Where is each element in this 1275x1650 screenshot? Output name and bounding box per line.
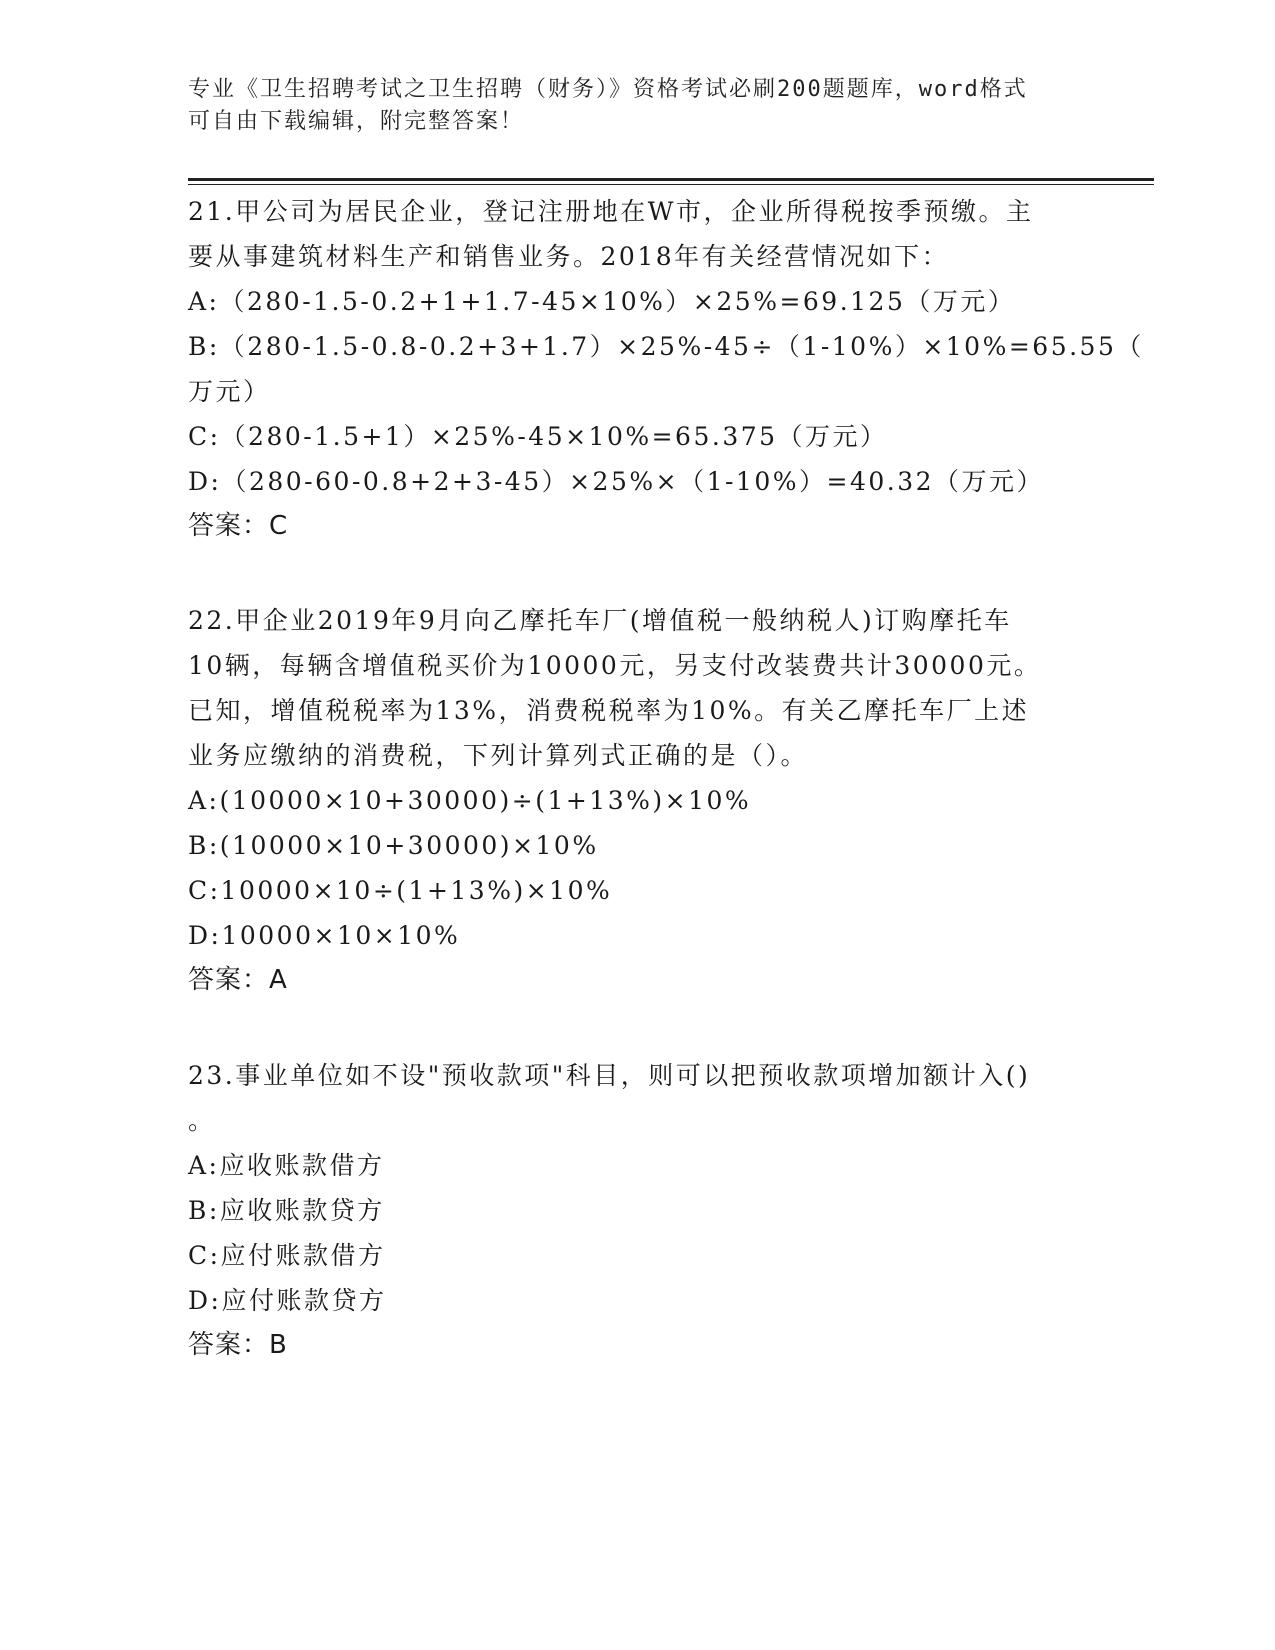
header-divider-thick bbox=[188, 178, 1154, 181]
answer-label: 答案：B bbox=[188, 1330, 288, 1360]
option-a: A:(10000×10+30000)÷(1+13%)×10% bbox=[188, 786, 752, 815]
option-d: D:（280-60-0.8+2+3-45）×25%×（1-10%）=40.32（万元） bbox=[188, 467, 1045, 496]
option-d: D:10000×10×10% bbox=[188, 921, 461, 950]
option-b-continued: 万元） bbox=[188, 377, 271, 406]
option-b: B:（280-1.5-0.8-0.2+3+1.7）×25%-45÷（1-10%）×10%=65.55（ bbox=[188, 332, 1144, 361]
document-header bbox=[188, 74, 1088, 138]
question-stem-line: 。 bbox=[188, 1106, 216, 1135]
header-line: 专业《卫生招聘考试之卫生招聘（财务）》资格考试必刷200题题库，word格式 bbox=[188, 77, 1028, 102]
question-stem-line: 要从事建筑材料生产和销售业务。2018年有关经营情况如下： bbox=[188, 242, 950, 271]
header-divider-thin bbox=[188, 184, 1154, 185]
option-c: C:应付账款借方 bbox=[188, 1241, 386, 1270]
question-stem-line: 业务应缴纳的消费税，下列计算列式正确的是（）。 bbox=[188, 741, 809, 770]
question-stem-line: 10辆，每辆含增值税买价为10000元，另支付改装费共计30000元。 bbox=[188, 651, 1042, 680]
option-a: A:（280-1.5-0.2+1+1.7-45×10%）×25%=69.125（万元） bbox=[188, 287, 1016, 316]
question-stem-line: 23.事业单位如不设"预收款项"科目，则可以把预收款项增加额计入() bbox=[188, 1061, 1031, 1090]
question-21 bbox=[188, 189, 1144, 549]
option-b: B:(10000×10+30000)×10% bbox=[188, 831, 599, 860]
option-c: C:（280-1.5+1）×25%-45×10%=65.375（万元） bbox=[188, 422, 888, 451]
answer-label: 答案：A bbox=[188, 965, 288, 995]
header-line: 可自由下载编辑，附完整答案！ bbox=[188, 109, 525, 134]
option-a: A:应收账款借方 bbox=[188, 1151, 385, 1180]
option-c: C:10000×10÷(1+13%)×10% bbox=[188, 876, 613, 905]
question-22 bbox=[188, 598, 1088, 1003]
question-stem-line: 21.甲公司为居民企业，登记注册地在W市，企业所得税按季预缴。主 bbox=[188, 197, 1034, 226]
question-stem-line: 22.甲企业2019年9月向乙摩托车厂(增值税一般纳税人)订购摩托车 bbox=[188, 606, 1012, 635]
option-d: D:应付账款贷方 bbox=[188, 1286, 387, 1315]
question-stem-line: 已知，增值税税率为13%，消费税税率为10%。有关乙摩托车厂上述 bbox=[188, 696, 1030, 725]
option-b: B:应收账款贷方 bbox=[188, 1196, 385, 1225]
question-23 bbox=[188, 1053, 1088, 1368]
answer-label: 答案：C bbox=[188, 511, 289, 541]
